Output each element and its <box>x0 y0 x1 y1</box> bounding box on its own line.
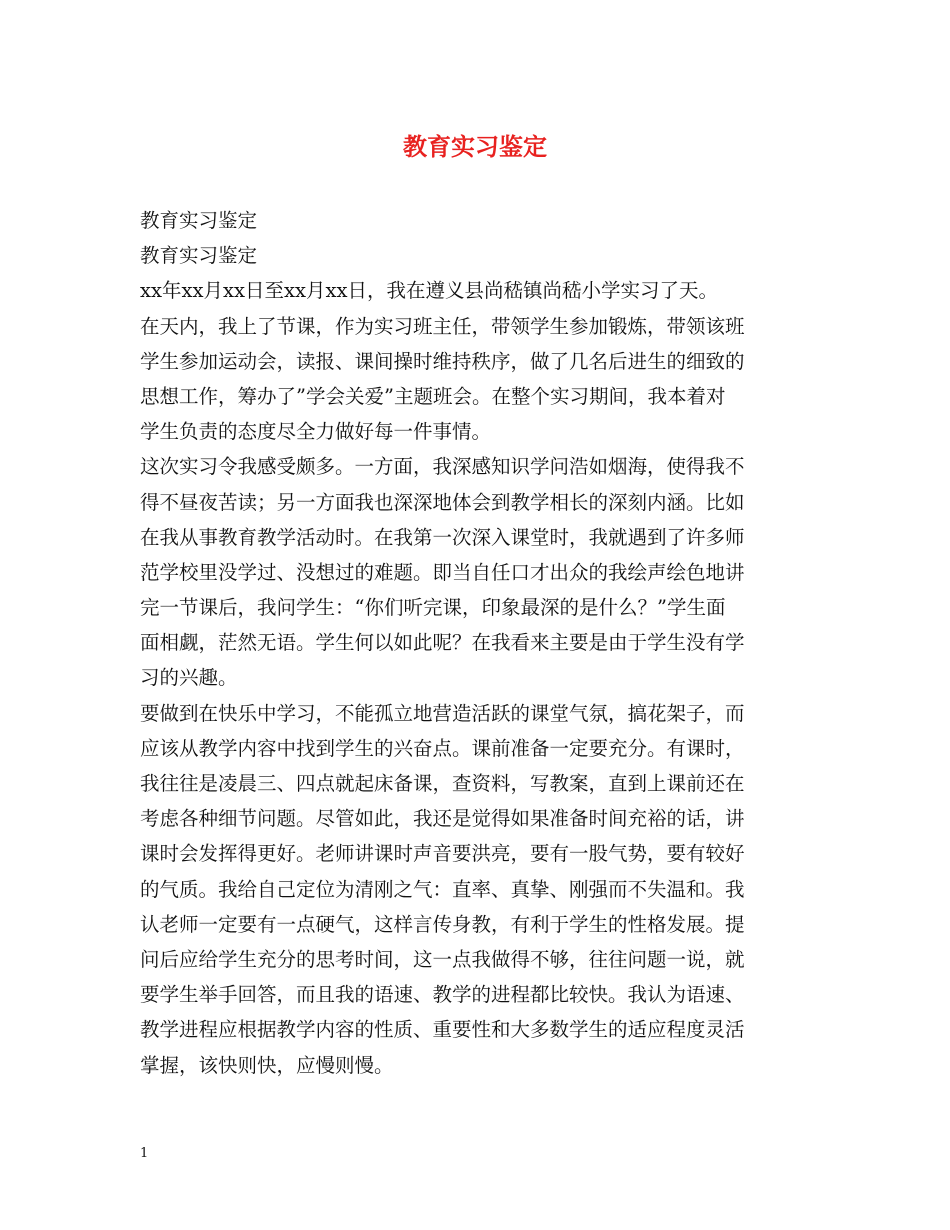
text-line: 完一节课后，我问学生：“你们听完课，印象最深的是什么？”学生面 <box>140 596 726 620</box>
text-line: 在天内，我上了节课，作为实习班主任，带领学生参加锻炼，带领该班 <box>140 314 745 338</box>
text-line: 习的兴趣。 <box>140 666 238 690</box>
document-body <box>140 203 816 1083</box>
text-line: 课时会发挥得更好。老师讲课时声音要洪亮，要有一股气势，要有较好 <box>140 842 745 866</box>
page-number: 1 <box>140 1146 149 1161</box>
text-line: 认老师一定要有一点硬气，这样言传身教，有利于学生的性格发展。提 <box>140 912 745 936</box>
text-line: 教育实习鉴定 <box>140 244 258 268</box>
text-line: 应该从教学内容中找到学生的兴奋点。课前准备一定要充分。有课时， <box>140 736 745 760</box>
text-line: 得不昼夜苦读；另一方面我也深深地体会到教学相长的深刻内涵。比如 <box>140 490 745 514</box>
text-line: 教学进程应根据教学内容的性质、重要性和大多数学生的适应程度灵活 <box>140 1018 745 1042</box>
page-title: 教育实习鉴定 <box>403 132 547 161</box>
text-line: 面相觑，茫然无语。学生何以如此呢？在我看来主要是由于学生没有学 <box>140 631 745 655</box>
text-line: xx年xx月xx日至xx月xx日，我在遵义县尚嵇镇尚嵇小学实习了天。 <box>140 279 718 303</box>
text-line: 的气质。我给自己定位为清刚之气：直率、真挚、刚强而不失温和。我 <box>140 877 745 901</box>
text-line: 思想工作，筹办了”学会关爱”主题班会。在整个实习期间，我本着对 <box>140 384 726 408</box>
text-line: 范学校里没学过、没想过的难题。即当自任口才出众的我绘声绘色地讲 <box>140 560 745 584</box>
text-line: 掌握，该快则快，应慢则慢。 <box>140 1053 394 1077</box>
text-line: 我往往是凌晨三、四点就起床备课，查资料，写教案，直到上课前还在 <box>140 772 745 795</box>
text-line: 要做到在快乐中学习，不能孤立地营造活跃的课堂气氛，搞花架子，而 <box>140 701 745 725</box>
text-line: 学生负责的态度尽全力做好每一件事情。 <box>140 420 492 444</box>
text-line: 要学生举手回答，而且我的语速、教学的进程都比较快。我认为语速、 <box>140 983 745 1007</box>
text-line: 在我从事教育教学活动时。在我第一次深入课堂时，我就遇到了许多师 <box>140 525 745 549</box>
text-line: 学生参加运动会，读报、课间操时维持秩序，做了几名后进生的细致的 <box>140 349 745 373</box>
text-line: 这次实习令我感受颇多。一方面，我深感知识学问浩如烟海，使得我不 <box>140 455 745 479</box>
text-line: 考虑各种细节问题。尽管如此，我还是觉得如果准备时间充裕的话，讲 <box>140 807 745 831</box>
text-line: 教育实习鉴定 <box>140 209 258 232</box>
text-line: 问后应给学生充分的思考时间，这一点我做得不够，往往问题一说，就 <box>140 947 745 971</box>
